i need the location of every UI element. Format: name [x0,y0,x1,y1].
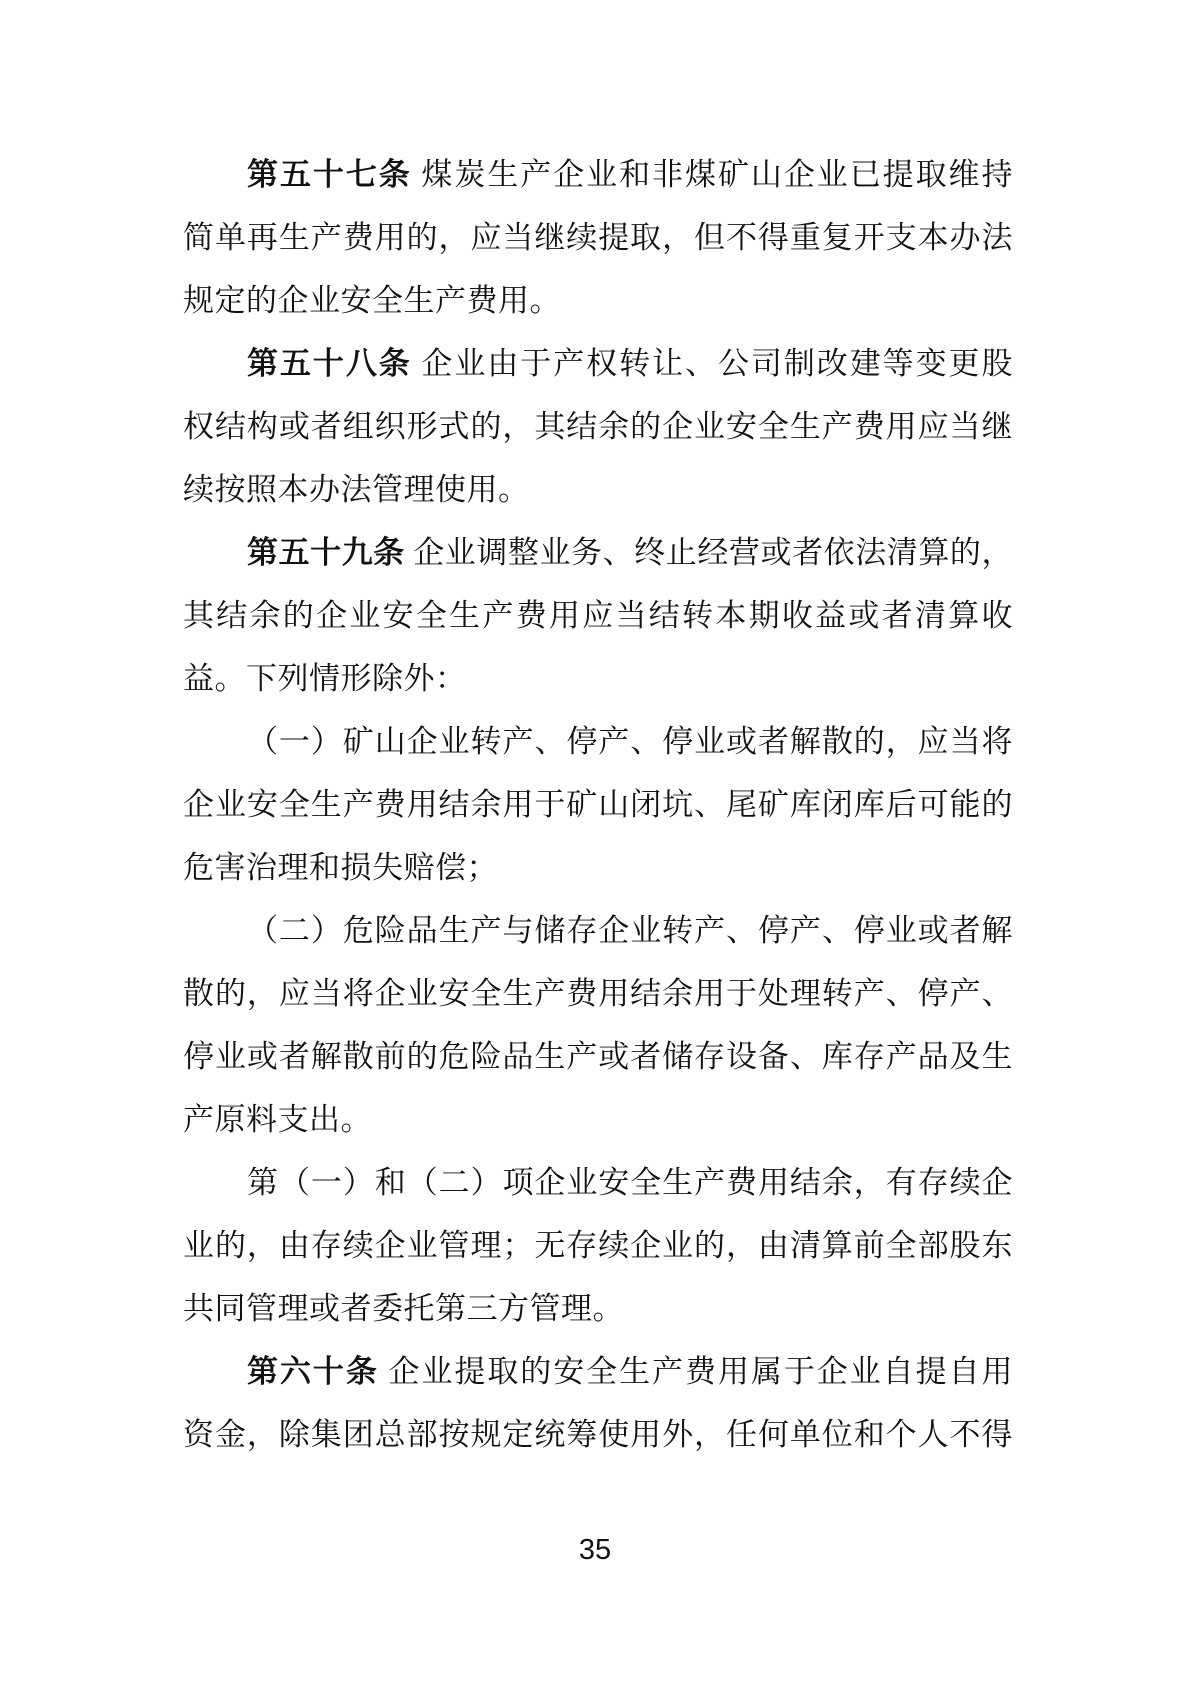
line-text: 产原料支出。 [183,1102,372,1137]
article-number: 第六十条 [247,1354,379,1389]
line-text: 续按照本办法管理使用。 [183,472,530,507]
line-text: 资金，除集团总部按规定统筹使用外，任何单位和个人不得 [183,1417,1013,1452]
line-text: 业的，由存续企业管理；无存续企业的，由清算前全部股东 [183,1228,1013,1263]
line-text: 企业提取的安全生产费用属于企业自提自用 [378,1354,1014,1389]
text-line [183,1277,1013,1340]
text-line [183,332,1013,395]
text-line [183,899,1013,962]
text-line [183,1025,1013,1088]
text-line [183,1340,1013,1403]
text-line [183,584,1013,647]
text-line [183,521,1013,584]
text-line [183,269,1013,332]
line-text: 共同管理或者委托第三方管理。 [183,1291,624,1326]
text-line [183,836,1013,899]
line-text: 其结余的企业安全生产费用应当结转本期收益或者清算收 [183,598,1013,633]
line-text: 停业或者解散前的危险品生产或者储存设备、库存产品及生 [183,1039,1013,1074]
document-body [183,143,1013,1466]
line-text: 企业调整业务、终止经营或者依法清算的， [404,535,1014,570]
line-text: 煤炭生产企业和非煤矿山企业已提取维持 [411,157,1014,192]
line-text: 危害治理和损失赔偿； [183,850,498,885]
line-text: 散的，应当将企业安全生产费用结余用于处理转产、停产、 [183,976,1013,1011]
text-line [183,647,1013,710]
article-number: 第五十八条 [247,346,412,381]
text-line [183,206,1013,269]
text-line [183,1214,1013,1277]
line-text: 企业由于产权转让、公司制改建等变更股 [411,346,1014,381]
text-line [183,143,1013,206]
line-text: 权结构或者组织形式的，其结余的企业安全生产费用应当继 [183,409,1013,444]
article-number: 第五十九条 [247,535,405,570]
line-text: （二）危险品生产与储存企业转产、停产、停业或者解 [247,913,1013,948]
line-text: 企业安全生产费用结余用于矿山闭坑、尾矿库闭库后可能的 [183,787,1013,822]
text-line [183,962,1013,1025]
page-number: 35 [578,1534,612,1566]
text-line [183,773,1013,836]
text-line [183,1403,1013,1466]
text-line [183,395,1013,458]
text-line [183,710,1013,773]
line-text: 规定的企业安全生产费用。 [183,283,561,318]
text-line [183,458,1013,521]
article-number: 第五十七条 [247,157,412,192]
line-text: （一）矿山企业转产、停产、停业或者解散的，应当将 [247,724,1013,759]
line-text: 第（一）和（二）项企业安全生产费用结余，有存续企 [247,1165,1013,1200]
text-line [183,1088,1013,1151]
line-text: 简单再生产费用的，应当继续提取，但不得重复开支本办法 [183,220,1013,255]
text-line [183,1151,1013,1214]
line-text: 益。下列情形除外： [183,661,467,696]
